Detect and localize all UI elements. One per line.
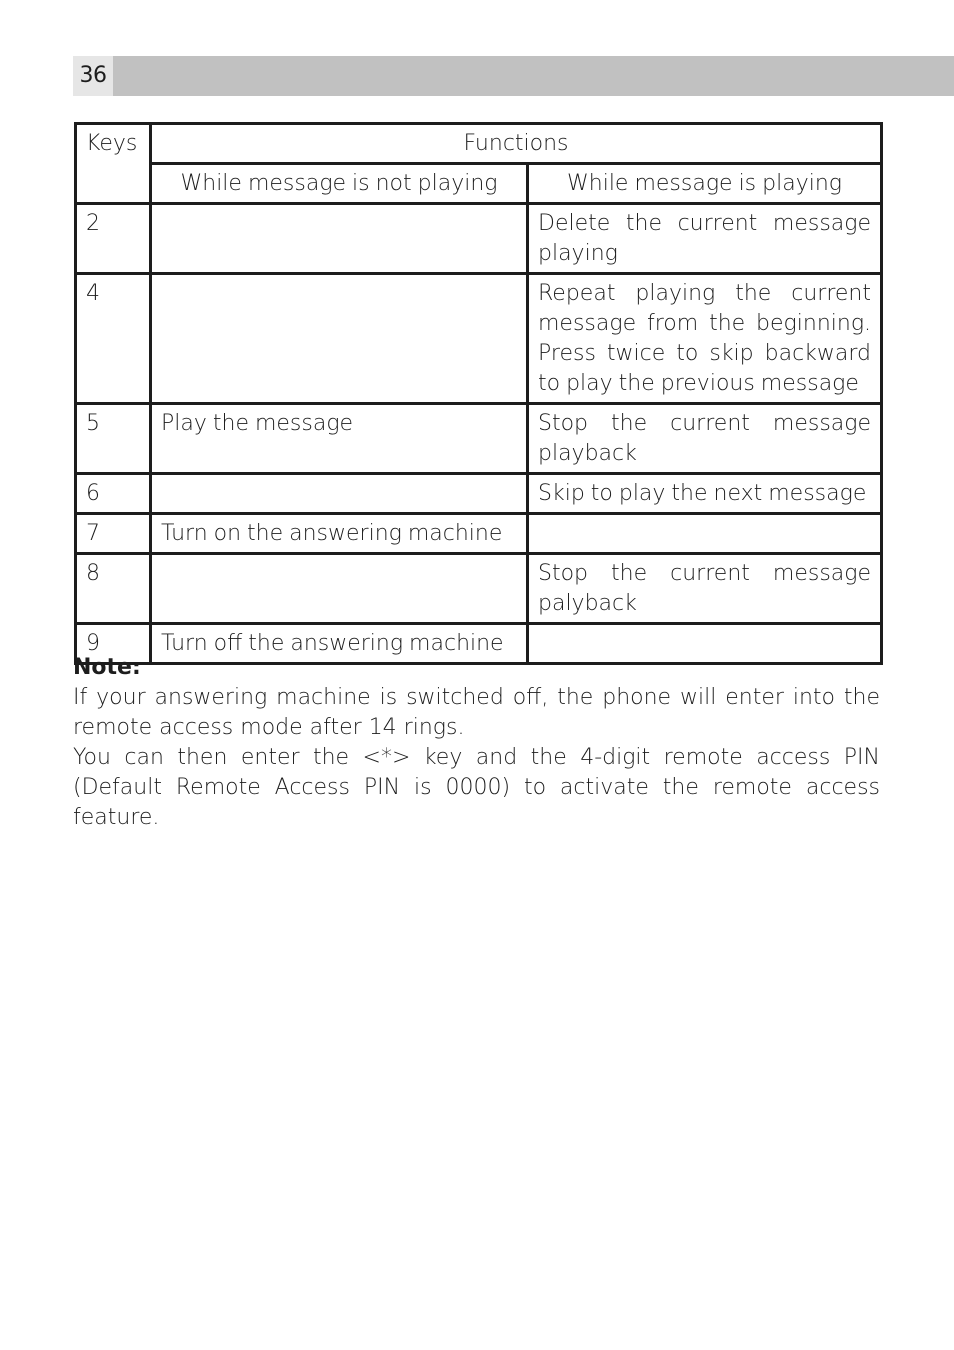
not-playing-cell	[151, 274, 528, 404]
table-header-row	[76, 124, 882, 164]
header-keys: Keys	[76, 124, 151, 204]
key-cell: 2	[76, 204, 151, 274]
playing-cell	[528, 514, 882, 554]
table-row	[76, 474, 882, 514]
page-header-bar	[73, 56, 954, 96]
note-section	[73, 653, 880, 833]
header-functions: Functions	[151, 124, 882, 164]
not-playing-cell: Play the message	[151, 404, 528, 474]
note-paragraph: If your answering machine is switched off, the phone will enter into the remote access mode after 14 rings.	[73, 685, 880, 740]
not-playing-cell: Turn on the answering machine	[151, 514, 528, 554]
header-not-playing: While message is not playing	[151, 164, 528, 204]
note-title: Note:	[73, 655, 141, 680]
not-playing-cell	[151, 204, 528, 274]
note-paragraph: You can then enter the <*> key and the 4-digit remote access PIN (Default Remote Access PIN is 0000) to activate the remote access feature.	[73, 745, 880, 830]
key-cell: 4	[76, 274, 151, 404]
table-row	[76, 404, 882, 474]
table-row	[76, 514, 882, 554]
key-cell: 6	[76, 474, 151, 514]
playing-cell: Skip to play the next message	[528, 474, 882, 514]
not-playing-cell	[151, 554, 528, 624]
table-row	[76, 274, 882, 404]
table-row	[76, 554, 882, 624]
playing-cell: Stop the current message palyback	[528, 554, 882, 624]
playing-cell: Stop the current message playback	[528, 404, 882, 474]
keys-functions-table	[74, 122, 883, 665]
key-cell: 9	[76, 624, 151, 664]
page-number: 36	[73, 56, 113, 96]
not-playing-cell: Turn off the answering machine	[151, 624, 528, 664]
table-subheader-row	[76, 164, 882, 204]
key-cell: 5	[76, 404, 151, 474]
header-playing: While message is playing	[528, 164, 882, 204]
key-cell: 7	[76, 514, 151, 554]
playing-cell: Repeat playing the current message from the beginning. Press twice to skip backward to play the previous message	[528, 274, 882, 404]
table-row	[76, 204, 882, 274]
playing-cell: Delete the current message playing	[528, 204, 882, 274]
not-playing-cell	[151, 474, 528, 514]
key-cell: 8	[76, 554, 151, 624]
